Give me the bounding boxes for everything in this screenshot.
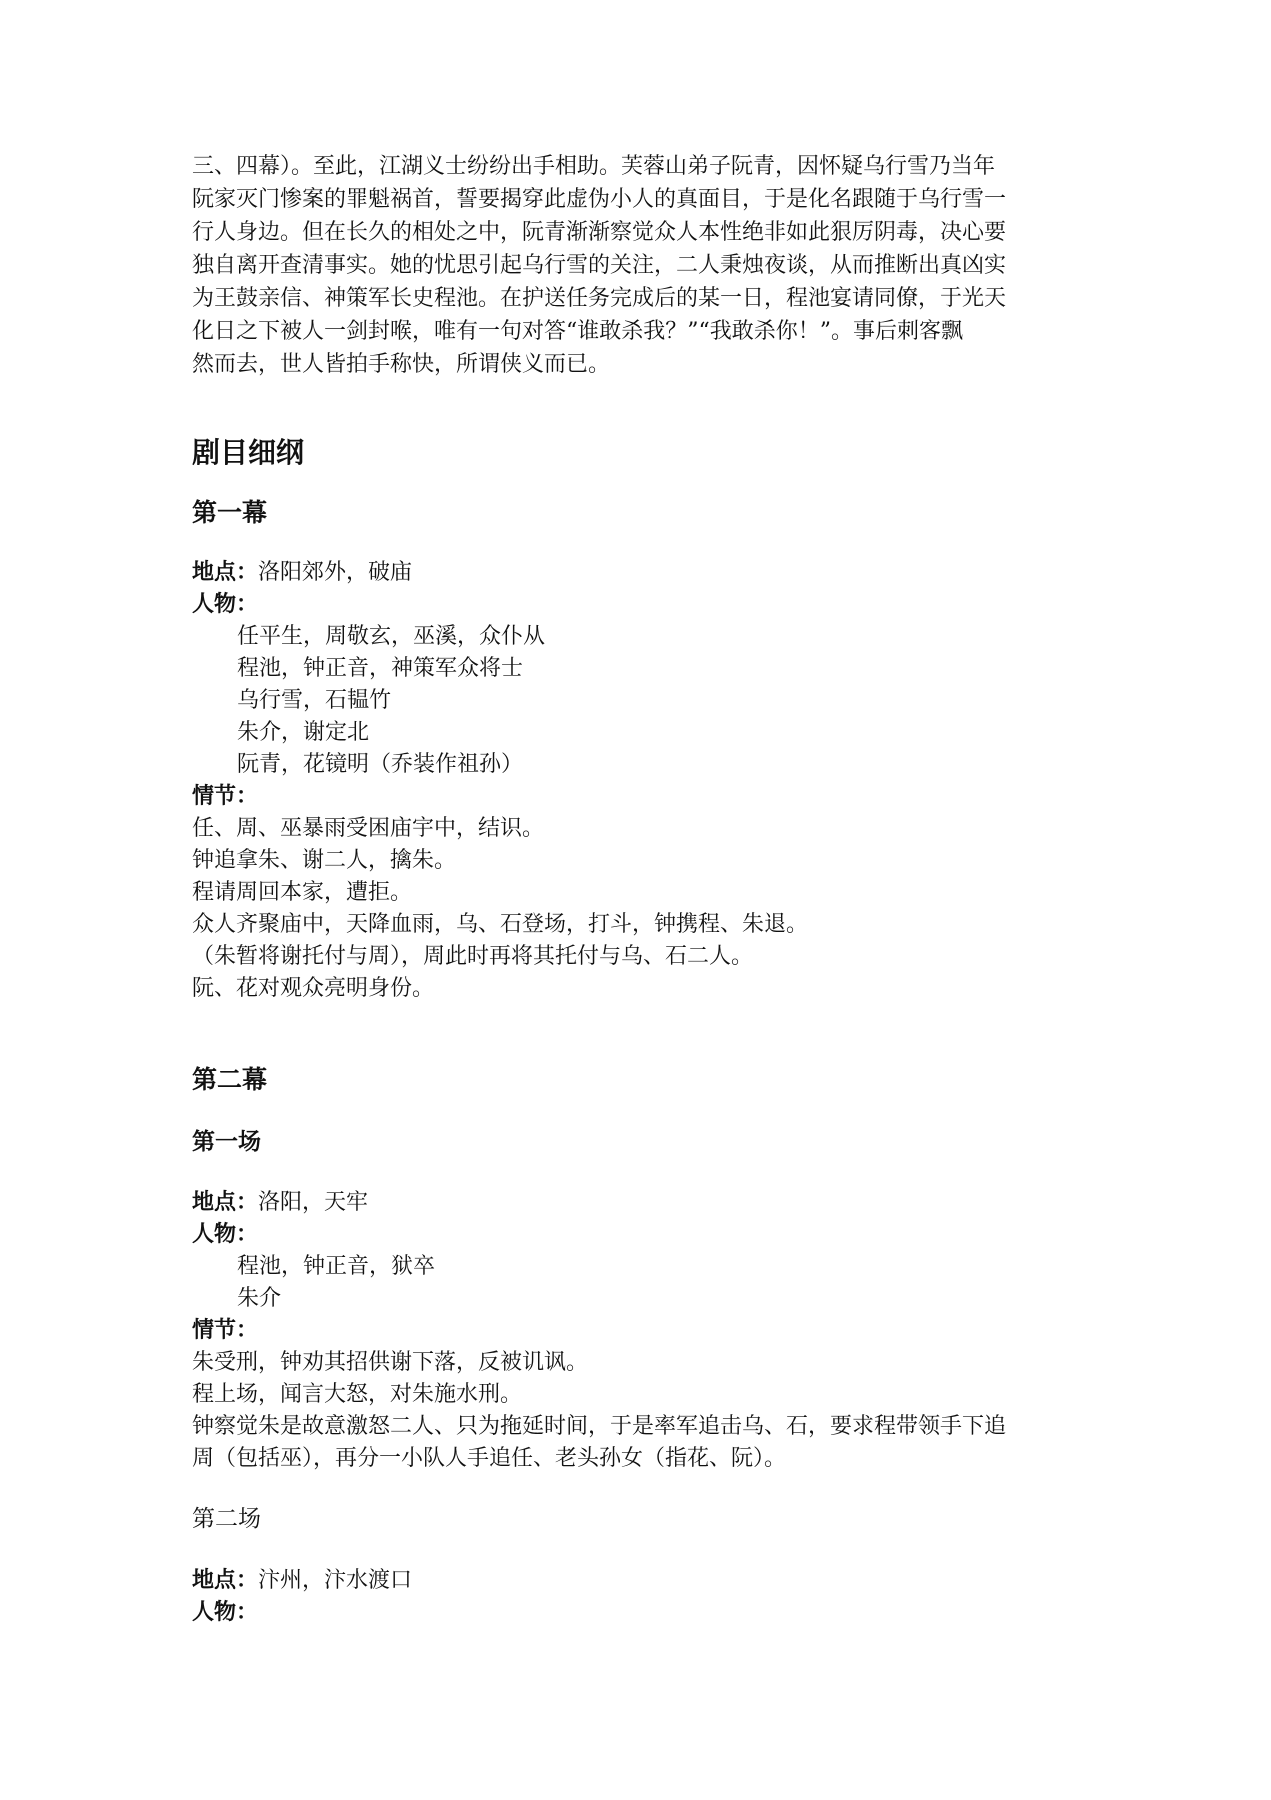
act1-plot-line: 钟追拿朱、谢二人，擒朱。: [192, 848, 457, 873]
intro-paragraph: [192, 150, 1072, 381]
intro-line: 阮家灭门惨案的罪魁祸首，誓要揭穿此虚伪小人的真面目，于是化名跟随于乌行雪一: [192, 187, 1007, 212]
scene1-plot-line: 程上场，闻言大怒，对朱施水刑。: [192, 1382, 523, 1407]
act1-person-line: 乌行雪，石韫竹: [237, 688, 392, 713]
plot-label: 情节：: [192, 1318, 259, 1343]
people-label: 人物：: [192, 592, 259, 617]
act2-scene1-title: 第一场: [192, 1129, 261, 1155]
place-value: 洛阳郊外，破庙: [258, 560, 413, 585]
act1-plot-label: [192, 781, 1072, 813]
scene1-plot-label: [192, 1315, 1072, 1347]
plot-label: 情节：: [192, 784, 259, 809]
intro-line: 为王鼓亲信、神策军长史程池。在护送任务完成后的某一日，程池宴请同僚，于光天: [192, 286, 1007, 311]
scene1-people-label: [192, 1219, 1072, 1251]
scene1-place: [192, 1187, 1072, 1219]
act1-plot-line: 众人齐聚庙中，天降血雨，乌、石登场，打斗，钟携程、朱退。: [192, 912, 809, 937]
people-label: 人物：: [192, 1600, 259, 1625]
intro-line: 化日之下被人一剑封喉，唯有一句对答“谁敢杀我？”“我敢杀你！”。事后刺客飘: [192, 319, 963, 344]
act1-people-label: [192, 589, 1072, 621]
act1-person-line: 阮青，花镜明（乔装作祖孙）: [237, 752, 524, 777]
act2-title: 第二幕: [192, 1065, 268, 1094]
act1-plot-line: 任、周、巫暴雨受困庙宇中，结识。: [192, 816, 545, 841]
scene1-plot-line: 朱受刑，钟劝其招供谢下落，反被讥讽。: [192, 1350, 589, 1375]
act2-scene2-details: [192, 1565, 1072, 1629]
place-label: 地点：: [192, 1568, 259, 1593]
act1-place: [192, 557, 1072, 589]
intro-line: 然而去，世人皆拍手称快，所谓侠义而已。: [192, 352, 611, 377]
scene1-plot-line: 钟察觉朱是故意激怒二人、只为拖延时间，于是率军追击乌、石，要求程带领手下追: [192, 1414, 1007, 1439]
act1-plot-line: 程请周回本家，遭拒。: [192, 880, 413, 905]
act1-person-line: 任平生，周敬玄，巫溪，众仆从: [237, 624, 546, 649]
scene2-people-label: [192, 1597, 1072, 1629]
scene1-person-line: 朱介: [237, 1286, 282, 1311]
place-value: 洛阳，天牢: [258, 1190, 369, 1215]
scene1-person-line: 程池，钟正音，狱卒: [237, 1254, 436, 1279]
act1-person-line: 程池，钟正音，神策军众将士: [237, 656, 524, 681]
place-label: 地点：: [192, 1190, 259, 1215]
act1-plot-line: （朱暂将谢托付与周），周此时再将其托付与乌、石二人。: [192, 944, 754, 969]
intro-line: 三、四幕）。至此，江湖义士纷纷出手相助。芙蓉山弟子阮青，因怀疑乌行雪乃当年: [192, 154, 996, 179]
act1-title: 第一幕: [192, 498, 268, 527]
outline-title: 剧目细纲: [192, 436, 305, 469]
act1-plot-line: 阮、花对观众亮明身份。: [192, 976, 435, 1001]
place-value: 汴州，汴水渡口: [258, 1568, 413, 1593]
intro-line: 独自离开查清事实。她的忧思引起乌行雪的关注，二人秉烛夜谈，从而推断出真凶实: [192, 253, 1007, 278]
intro-line: 行人身边。但在长久的相处之中，阮青渐渐察觉众人本性绝非如此狠厉阴毒，决心要: [192, 220, 1007, 245]
place-label: 地点：: [192, 560, 259, 585]
act2-scene2-title: 第二场: [192, 1506, 261, 1532]
act1-details: [192, 557, 1072, 1005]
act1-person-line: 朱介，谢定北: [237, 720, 370, 745]
people-label: 人物：: [192, 1222, 259, 1247]
act2-scene1-details: [192, 1187, 1072, 1475]
scene1-plot-line: 周（包括巫），再分一小队人手追任、老头孙女（指花、阮）。: [192, 1446, 787, 1471]
scene2-place: [192, 1565, 1072, 1597]
